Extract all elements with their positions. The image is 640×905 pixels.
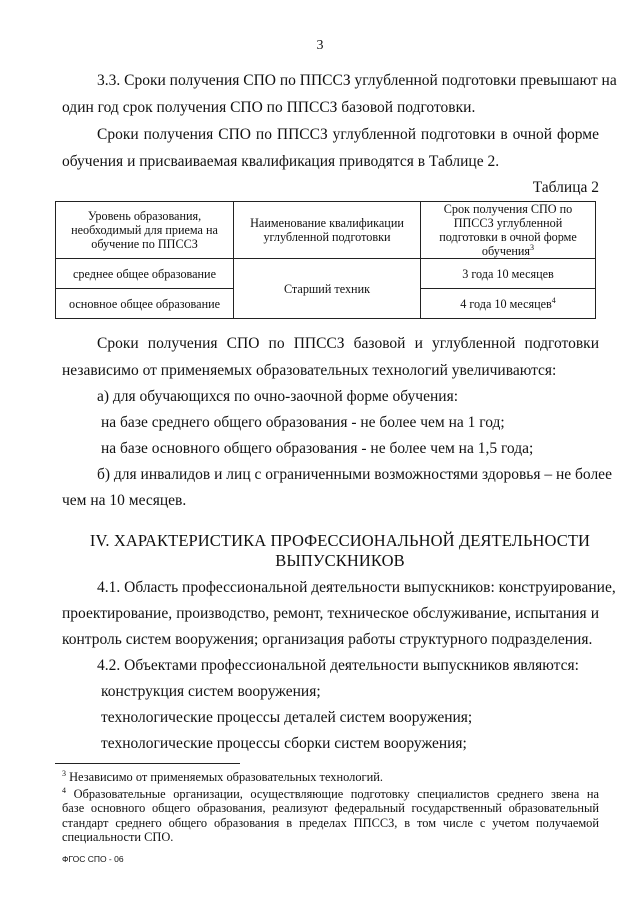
footnote-ref-4: 4 (551, 295, 556, 305)
list-item-b-line2: чем на 10 месяцев. (62, 492, 187, 509)
row2-term-text: 4 года 10 месяцев (460, 296, 552, 311)
para-terms-increase-line1: Сроки получения СПО по ППССЗ базовой и углубленной подготовки (97, 335, 599, 352)
table-caption: Таблица 2 (532, 179, 599, 196)
row2-term (420, 289, 595, 319)
table-header-row (56, 202, 596, 259)
footnote-ref-3: 3 (530, 242, 535, 252)
footnote-4-line2: базе основного общего образования, реализуют федеральный государственный образовательный (62, 801, 599, 816)
footer-mark: ФГОС СПО - 06 (62, 854, 124, 864)
para-terms-increase-line2: независимо от применяемых образовательных технологий увеличиваются: (62, 362, 557, 379)
table-row (56, 259, 596, 289)
para-4-2-intro: 4.2. Объектами профессиональной деятельности выпускников являются: (97, 657, 579, 674)
para-4-2-item3: технологические процессы сборки систем вооружения; (101, 735, 467, 752)
row1-education-level: среднее общее образование (56, 259, 234, 289)
footnote-4 (62, 787, 599, 845)
table-2 (55, 201, 596, 319)
para-3-3-line1: 3.3. Сроки получения СПО по ППССЗ углубленной подготовки превышают на (97, 72, 617, 89)
para-4-1-line3: контроль систем вооружения; организация работы структурного подразделения. (62, 631, 593, 648)
footnote-3 (62, 770, 599, 784)
list-item-a2: на базе основного общего образования - не более чем на 1,5 года; (101, 440, 534, 457)
list-item-b-line1: б) для инвалидов и лиц с ограниченными возможностями здоровья – не более (97, 466, 612, 483)
section-heading-line1: IV. ХАРАКТЕРИСТИКА ПРОФЕССИОНАЛЬНОЙ ДЕЯТЕЛЬНОСТИ (89, 531, 591, 550)
footnote-4-line1 (62, 787, 599, 801)
page-number: 3 (316, 38, 324, 53)
header-term-text: Срок получения СПО по ППССЗ углубленной подготовки в очной форме обучения (439, 202, 577, 258)
footnote-4-line4: специальности СПО. (62, 830, 174, 845)
header-qualification: Наименование квалификации углубленной подготовки (234, 202, 421, 259)
para-terms-line1: Сроки получения СПО по ППССЗ углубленной подготовки в очной форме (97, 126, 599, 143)
header-education-level: Уровень образования, необходимый для приема на обучение по ППССЗ (56, 202, 234, 259)
section-heading-line2: ВЫПУСКНИКОВ (275, 551, 405, 570)
footnote-separator (55, 763, 240, 764)
footnote-3-text: Независимо от применяемых образовательных технологий. (66, 770, 383, 784)
qualification-cell: Старший техник (234, 259, 421, 319)
para-4-1-line1: 4.1. Область профессиональной деятельности выпускников: конструирование, (97, 579, 616, 596)
para-4-2-item1: конструкция систем вооружения; (101, 683, 321, 700)
para-terms-line2: обучения и присваиваемая квалификация приводятся в Таблице 2. (62, 153, 500, 170)
row1-term: 3 года 10 месяцев (420, 259, 595, 289)
footnote-4-mark: 4 (62, 785, 66, 795)
row2-education-level: основное общее образование (56, 289, 234, 319)
footnote-4-line3: стандарт среднего общего образования в пределах ППССЗ, в том числе с учетом получаемой (62, 815, 599, 830)
list-item-a1: на базе среднего общего образования - не более чем на 1 год; (101, 414, 505, 431)
header-term (420, 202, 595, 259)
footnote-4-line1-text: Образовательные организации, осуществляющие подготовку специалистов среднего звена на (66, 787, 599, 801)
footnote-3-mark: 3 (62, 768, 66, 778)
para-4-1-line2: проектирование, производство, ремонт, техническое обслуживание, испытания и (62, 605, 599, 622)
list-item-a: а) для обучающихся по очно-заочной форме обучения: (97, 388, 459, 405)
para-3-3-line2: один год срок получения СПО по ППССЗ базовой подготовки. (62, 99, 476, 116)
para-4-2-item2: технологические процессы деталей систем вооружения; (101, 709, 473, 726)
